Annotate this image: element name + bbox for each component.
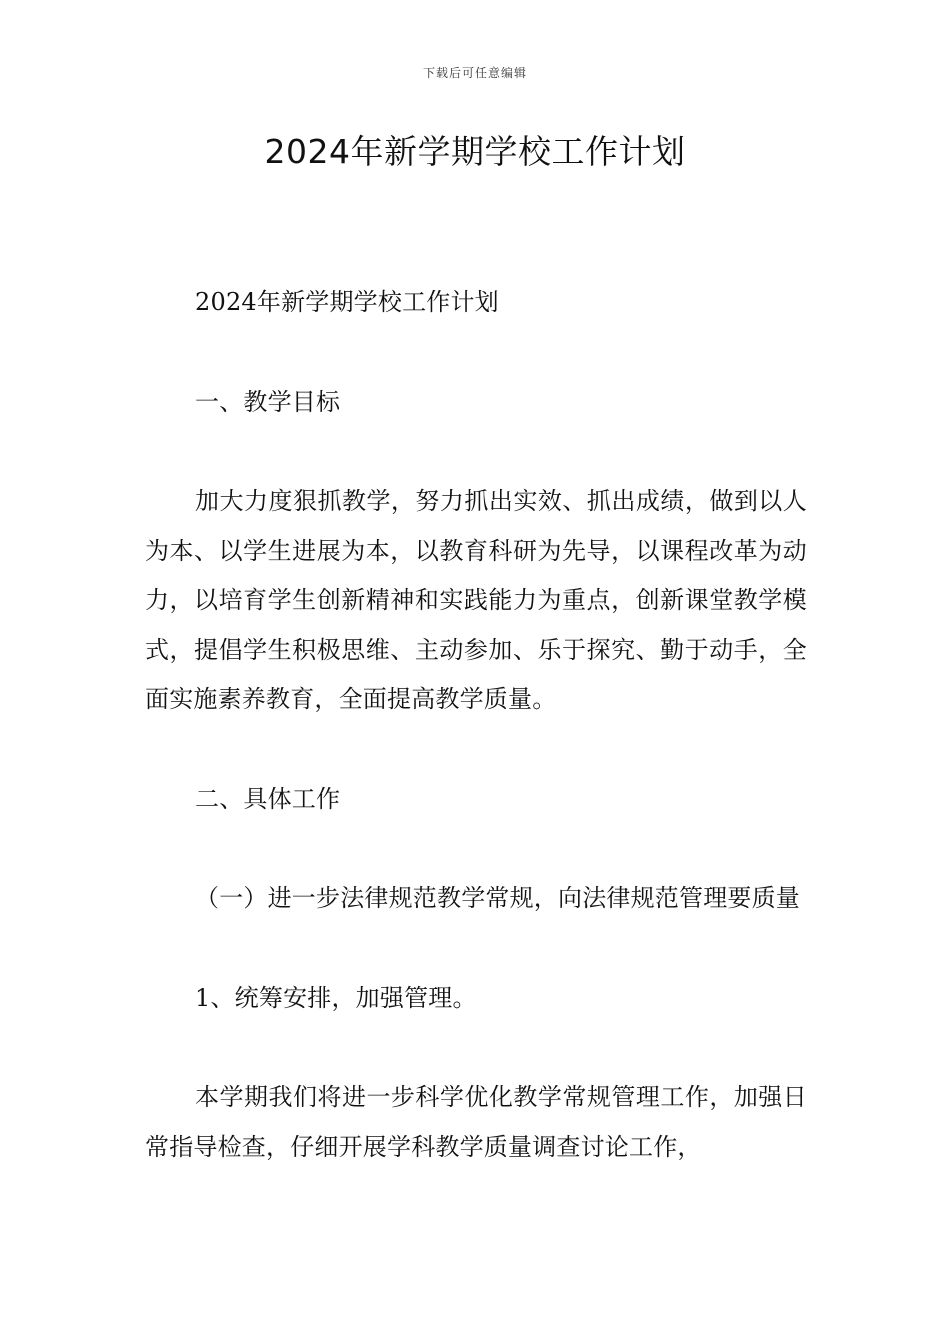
- subsection-heading-1: （一）进一步法律规范教学常规，向法律规范管理要质量: [195, 884, 800, 912]
- item-heading-1: 1、统筹安排，加强管理。: [195, 983, 477, 1012]
- document-body: [145, 278, 807, 1172]
- document-title: 2024年新学期学校工作计划: [264, 132, 686, 171]
- section-heading-specific-work: 二、具体工作: [195, 784, 341, 813]
- body-paragraph: 本学期我们将进一步科学优化教学常规管理工作，加强日常指导检查，仔细开展学科教学质量调查讨论工作，: [145, 1083, 807, 1161]
- teaching-goals-paragraph: 加大力度狠抓教学，努力抓出实效、抓出成绩，做到以人为本、以学生进展为本，以教育科研为先导，以课程改革为动力，以培育学生创新精神和实践能力为重点，创新课堂教学模式，提倡学生积极思维、主动参加、乐于探究、勤于动手，全面实施素养教育，全面提高教学质量。: [145, 487, 807, 713]
- subtitle-paragraph: 2024年新学期学校工作计划: [195, 288, 499, 316]
- section-heading-teaching-goals: 一、教学目标: [195, 387, 341, 416]
- header-note: 下载后可任意编辑: [422, 66, 527, 80]
